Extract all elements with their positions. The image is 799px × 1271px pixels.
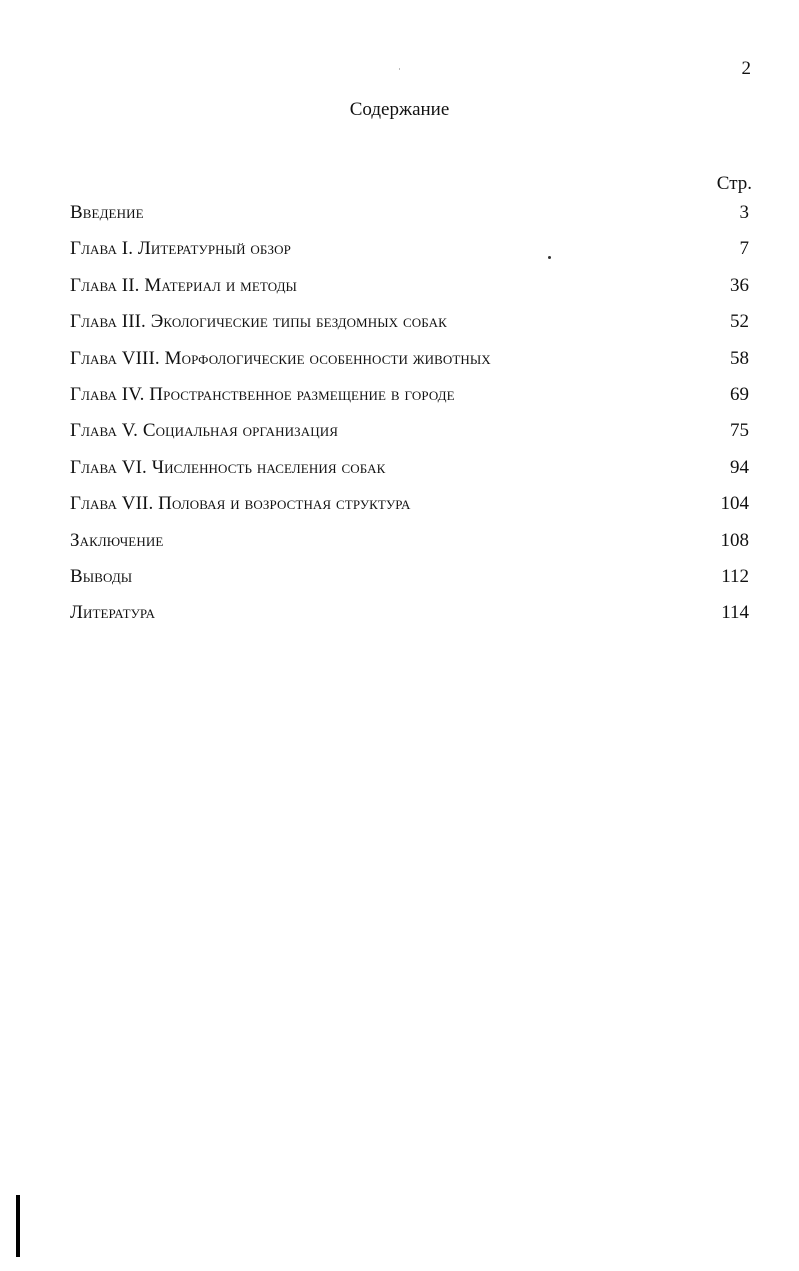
toc-entry-chapter-5 (70, 419, 749, 455)
scan-edge-bar (16, 1195, 20, 1257)
toc-entry-chapter-7 (70, 492, 749, 528)
toc-entry-conclusion (70, 529, 749, 565)
toc-entry-title: Введение (70, 202, 144, 223)
scan-speck (548, 256, 551, 259)
toc-entry-page: 75 (730, 420, 749, 442)
toc-entry-title: Выводы (70, 565, 133, 587)
page-title: Содержание (349, 99, 450, 120)
toc-entry-title: Глава I. Литературный обзор (70, 238, 291, 260)
faint-mark (399, 68, 400, 70)
toc-entry-title: Глава VIII. Морфологические особенности животных (70, 347, 491, 369)
toc-entry-chapter-2 (70, 274, 749, 310)
toc-entry-chapter-3 (70, 310, 749, 346)
toc-entry-title: Глава IV. Пространственное размещение в городе (70, 383, 455, 405)
toc-entry-introduction (70, 201, 749, 237)
page-column-header: Стр. (716, 173, 752, 194)
toc-entry-title: Заключение (70, 529, 164, 551)
toc-entry-page: 58 (730, 347, 749, 369)
toc-entry-title: Глава III. Экологические типы бездомных собак (70, 311, 447, 333)
toc-entry-page: 104 (720, 493, 749, 515)
toc-entry-findings (70, 565, 749, 601)
toc-entry-page: 7 (739, 238, 749, 260)
toc-entry-title: Глава V. Социальная организация (70, 420, 338, 442)
toc-entry-chapter-8 (70, 347, 749, 383)
toc-entry-page: 69 (730, 383, 749, 405)
toc-entry-page: 114 (721, 602, 749, 624)
toc-entry-chapter-6 (70, 456, 749, 492)
toc-entry-title: Литература (70, 602, 156, 624)
page-number: 2 (741, 58, 751, 79)
toc-entry-page: 108 (720, 529, 749, 551)
toc-entry-title: Глава VII. Половая и возростная структура (70, 493, 411, 515)
toc-entry-title: Глава II. Материал и методы (70, 274, 297, 296)
toc-entry-page: 52 (730, 311, 749, 333)
toc-entry-chapter-4 (70, 383, 749, 419)
toc-entry-title: Глава VI. Численность населения собак (70, 456, 386, 478)
toc-entry-page: 112 (721, 565, 749, 587)
toc-entry-references (70, 601, 749, 637)
toc-entry-page: 3 (739, 202, 749, 223)
toc-entry-chapter-1 (70, 237, 749, 273)
toc-entry-page: 94 (730, 456, 749, 478)
toc-entry-page: 36 (730, 274, 749, 296)
table-of-contents (70, 201, 749, 638)
